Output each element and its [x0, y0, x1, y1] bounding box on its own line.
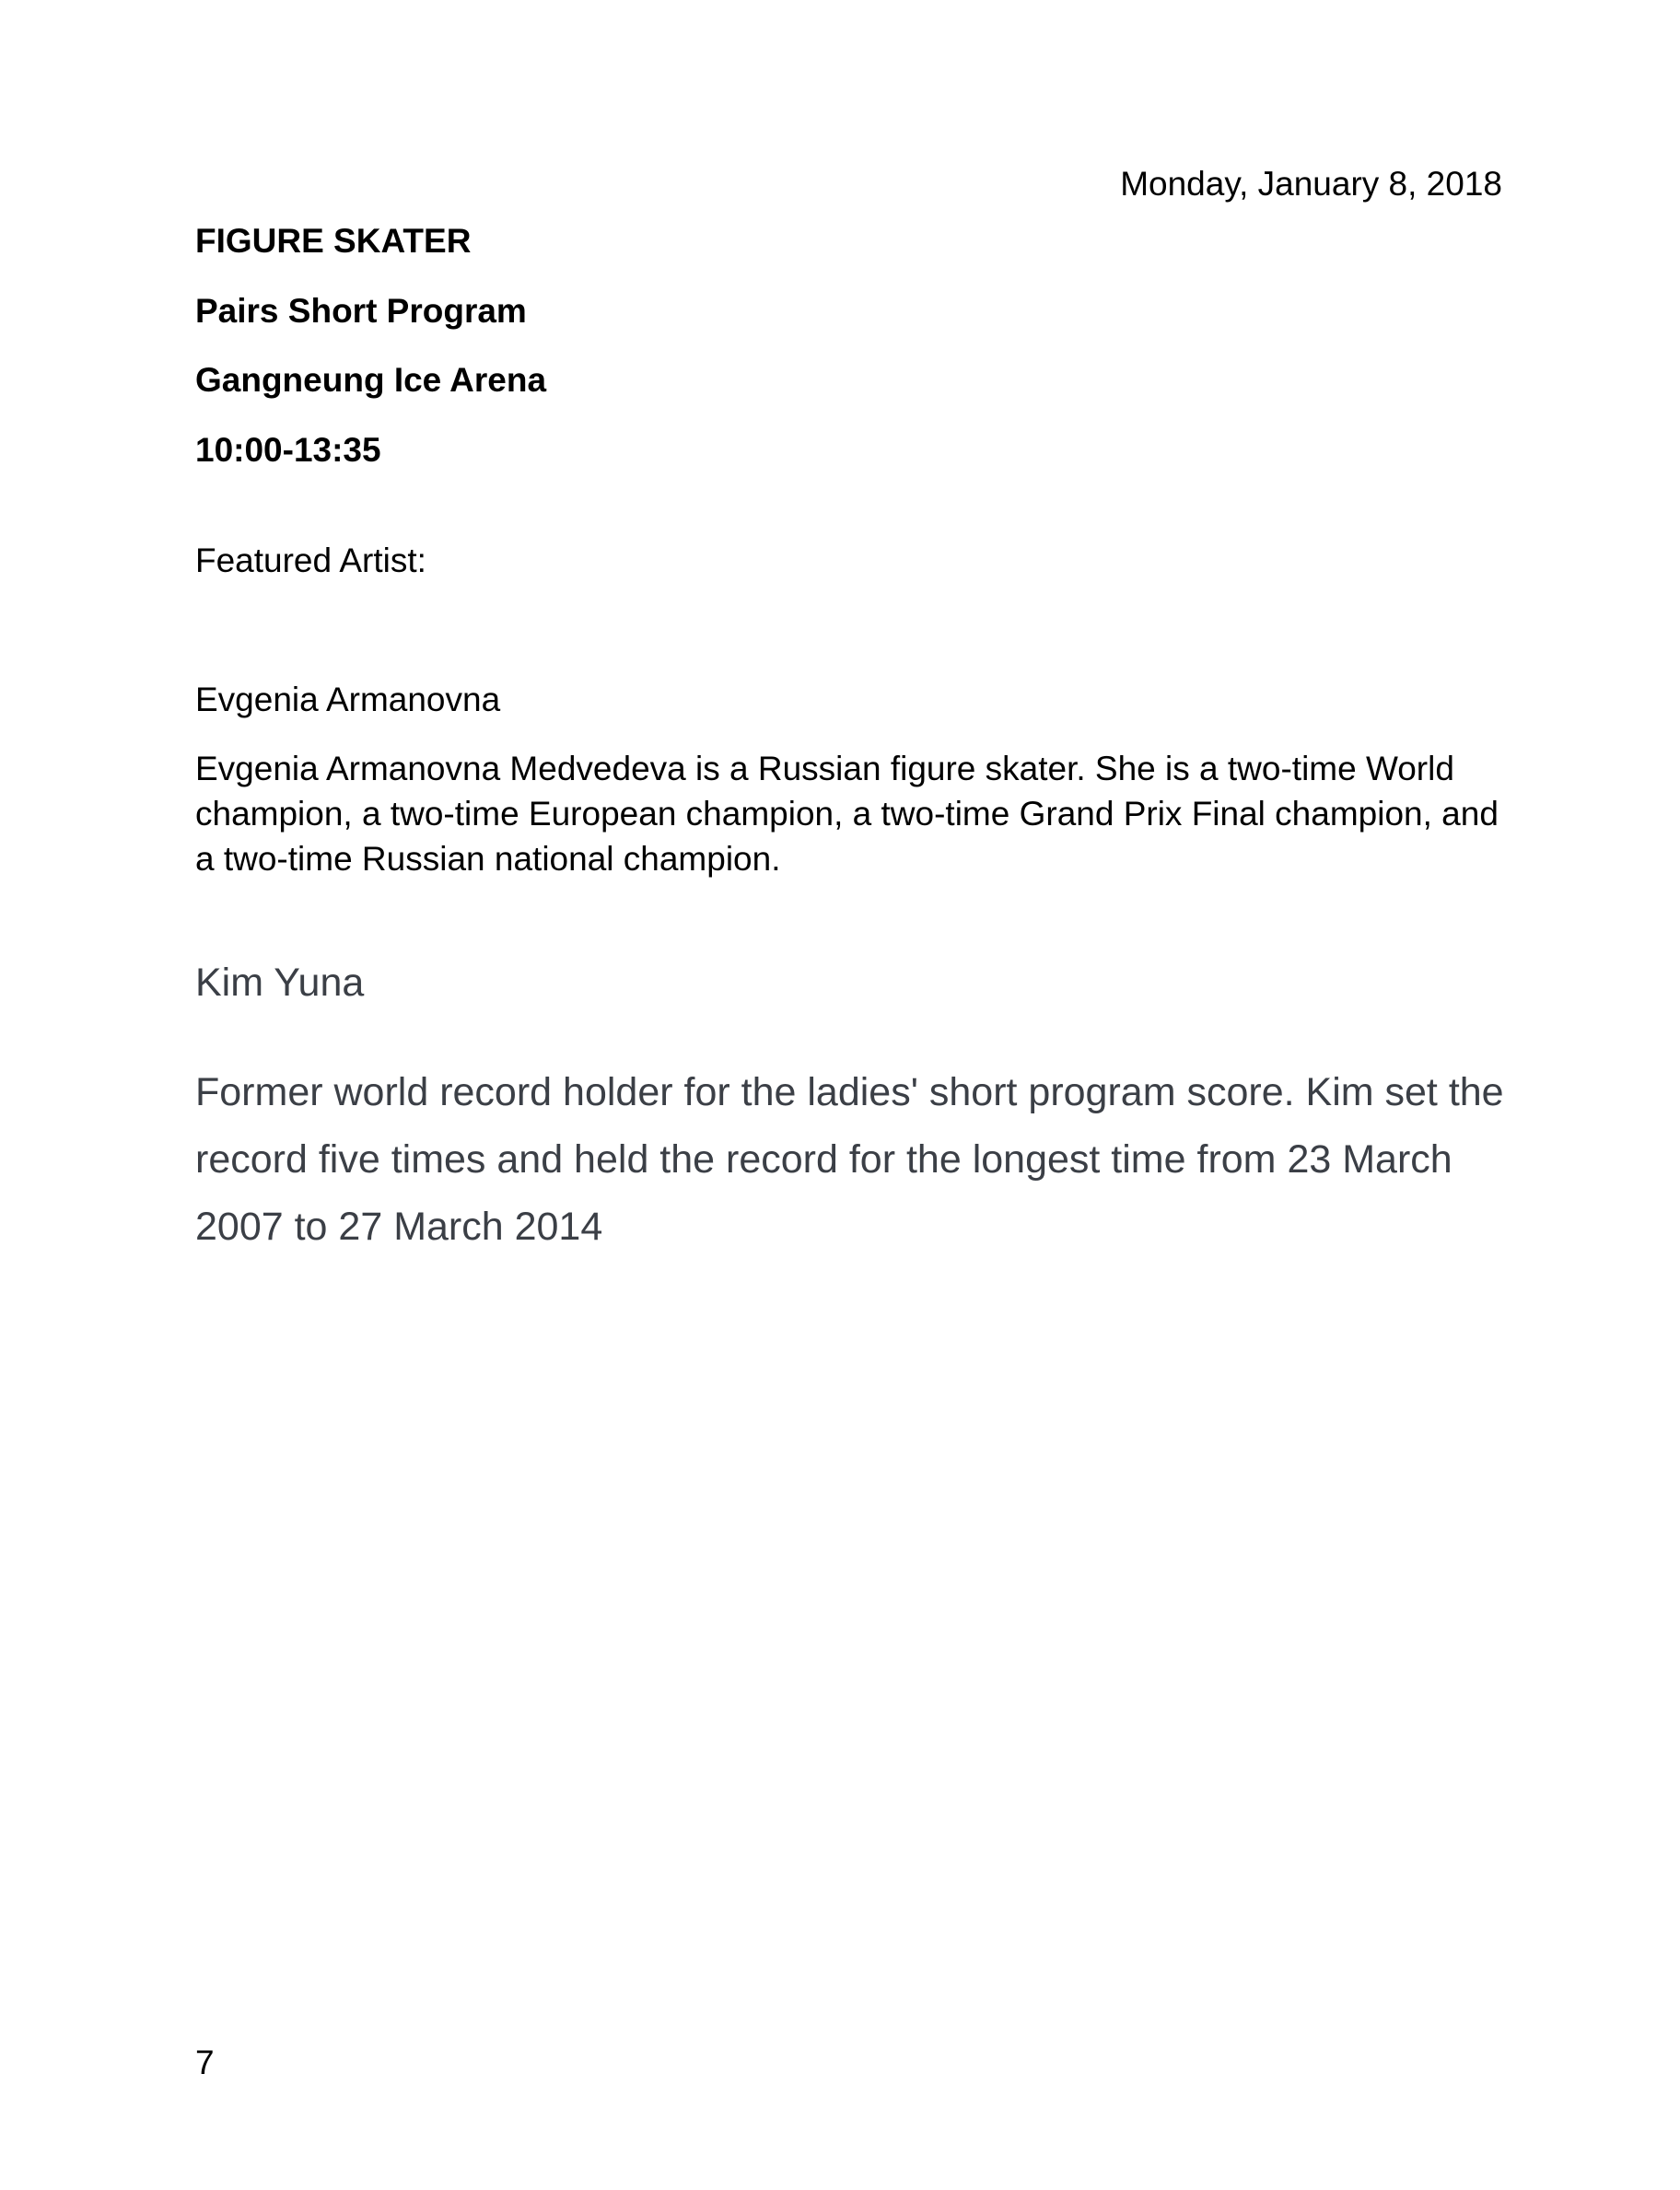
page-number: 7 [195, 2044, 215, 2081]
artist-bio-kim-yuna: Former world record holder for the ladies' short program score. Kim set the record five times and held the record for the longest time from 23 March 2007 to 27 March 2014 [195, 1070, 1504, 1249]
document-date: Monday, January 8, 2018 [1120, 165, 1502, 203]
artist-name-evgenia: Evgenia Armanovna [195, 681, 501, 718]
event-time: 10:00-13:35 [195, 431, 381, 469]
event-venue: Gangneung Ice Arena [195, 361, 547, 399]
event-category: FIGURE SKATER [195, 222, 472, 260]
event-program: Pairs Short Program [195, 292, 527, 330]
artist-bio-evgenia: Evgenia Armanovna Medvedeva is a Russian figure skater. She is a two-time World champion, a two-time European champion, a two-time Grand Prix Final champion, and a two-time Russian national champion. [195, 750, 1499, 878]
featured-artist-label: Featured Artist: [195, 542, 426, 579]
artist-name-kim-yuna: Kim Yuna [195, 961, 365, 1005]
